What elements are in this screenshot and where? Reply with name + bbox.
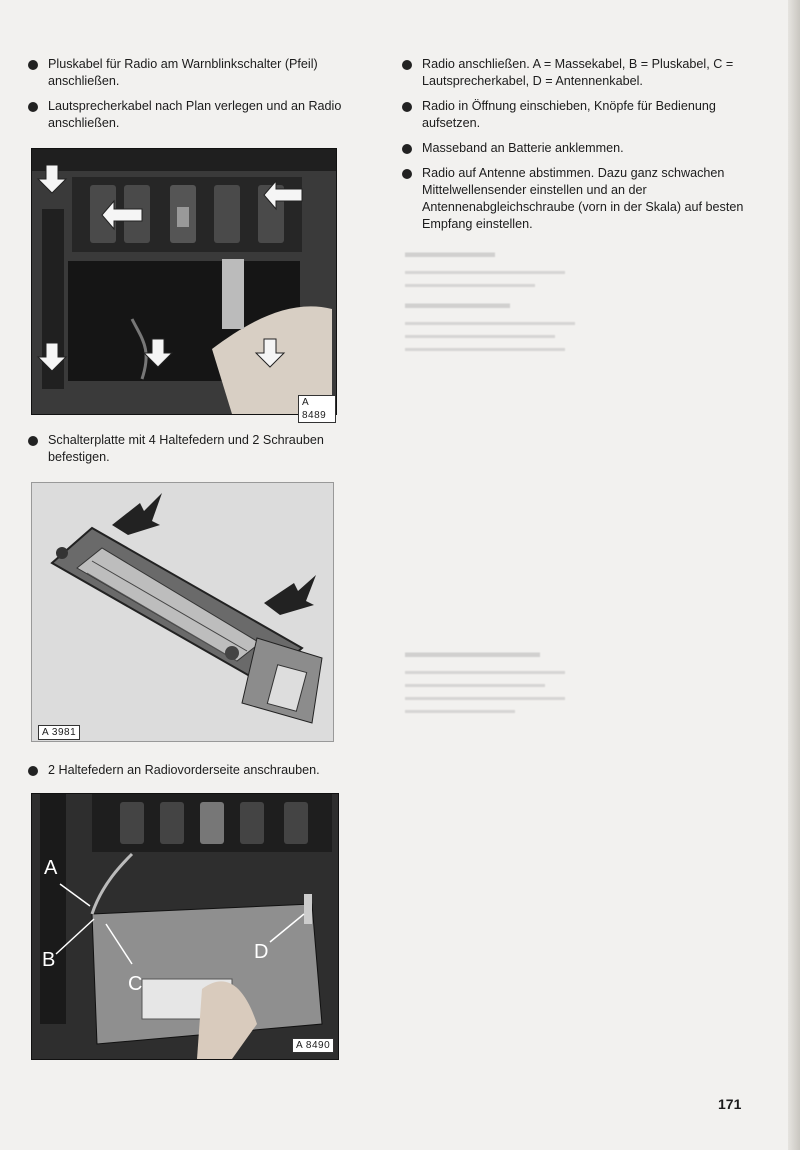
bullet-dot	[402, 60, 412, 70]
bullet-item	[28, 56, 368, 90]
caption-bullet	[28, 762, 368, 787]
bullet-text: Pluskabel für Radio am Warnblinkschalter (Pfeil) anschließen.	[48, 57, 318, 88]
callout-b: B	[42, 949, 56, 971]
bullet-item	[402, 98, 744, 132]
bullet-dot	[402, 144, 412, 154]
bullet-text: Schalterplatte mit 4 Haltefedern und 2 Schrauben befestigen.	[48, 433, 324, 464]
figure-label: A 8489	[298, 395, 336, 423]
bullet-text: 2 Haltefedern an Radiovorderseite anschrauben.	[48, 763, 320, 777]
bleed-through-text: ▬▬▬▬▬▬ ▬▬▬▬▬▬▬▬▬▬▬▬▬▬▬▬ ▬▬▬▬▬▬▬▬▬▬▬▬▬ ▬▬▬▬▬▬▬ ▬▬▬▬▬▬▬▬▬▬▬▬▬▬▬▬▬ ▬▬▬▬▬▬▬▬▬▬▬▬▬▬▬ ▬▬▬▬▬▬▬▬▬▬▬▬▬▬▬▬	[405, 244, 575, 354]
caption-bullet	[28, 432, 368, 474]
bullet-item	[28, 432, 368, 466]
bleed-through-text: ▬▬▬▬▬▬▬▬▬ ▬▬▬▬▬▬▬▬▬▬▬▬▬▬▬▬ ▬▬▬▬▬▬▬▬▬▬▬▬▬▬ ▬▬▬▬▬▬▬▬▬▬▬▬▬▬▬▬ ▬▬▬▬▬▬▬▬▬▬▬	[405, 644, 565, 716]
left-column	[28, 56, 368, 140]
figure-switch-plate-photo	[31, 482, 334, 742]
bullet-dot	[28, 102, 38, 112]
page-number: 171	[718, 1096, 742, 1112]
bullet-dot	[28, 436, 38, 446]
figure-dashboard-photo	[31, 148, 337, 421]
bullet-dot	[28, 60, 38, 70]
bullet-dot	[402, 169, 412, 179]
bullet-text: Lautsprecherkabel nach Plan verlegen und an Radio anschließen.	[48, 99, 342, 130]
bullet-text: Radio auf Antenne abstimmen. Dazu ganz schwachen Mittelwellensender einstellen und an der Antennenabgleichschraube (vorn in der Skala) auf besten Empfang einstellen.	[422, 166, 744, 231]
bullet-text: Masseband an Batterie anklemmen.	[422, 141, 624, 155]
bullet-text: Radio in Öffnung einschieben, Knöpfe für Bedienung aufsetzen.	[422, 99, 716, 130]
bullet-item	[28, 98, 368, 132]
switch-plate-illustration	[32, 483, 333, 741]
dashboard-illustration	[32, 149, 336, 414]
callout-a: A	[44, 857, 58, 879]
figure-label: A 3981	[38, 725, 80, 740]
bullet-item	[28, 762, 368, 779]
figure-radio-connection-photo	[31, 793, 339, 1060]
callout-d: D	[254, 941, 269, 963]
bullet-item	[402, 56, 744, 90]
figure-label: A 8490	[292, 1038, 334, 1053]
radio-connection-illustration	[32, 794, 338, 1059]
bullet-item	[402, 140, 744, 157]
bullet-dot	[28, 766, 38, 776]
page-edge	[788, 0, 800, 1150]
right-column	[402, 56, 744, 241]
bullet-item	[402, 165, 744, 233]
callout-c: C	[128, 973, 143, 995]
bullet-text: Radio anschließen. A = Massekabel, B = Pluskabel, C = Lautsprecherkabel, D = Antennenkabel.	[422, 57, 734, 88]
bullet-dot	[402, 102, 412, 112]
